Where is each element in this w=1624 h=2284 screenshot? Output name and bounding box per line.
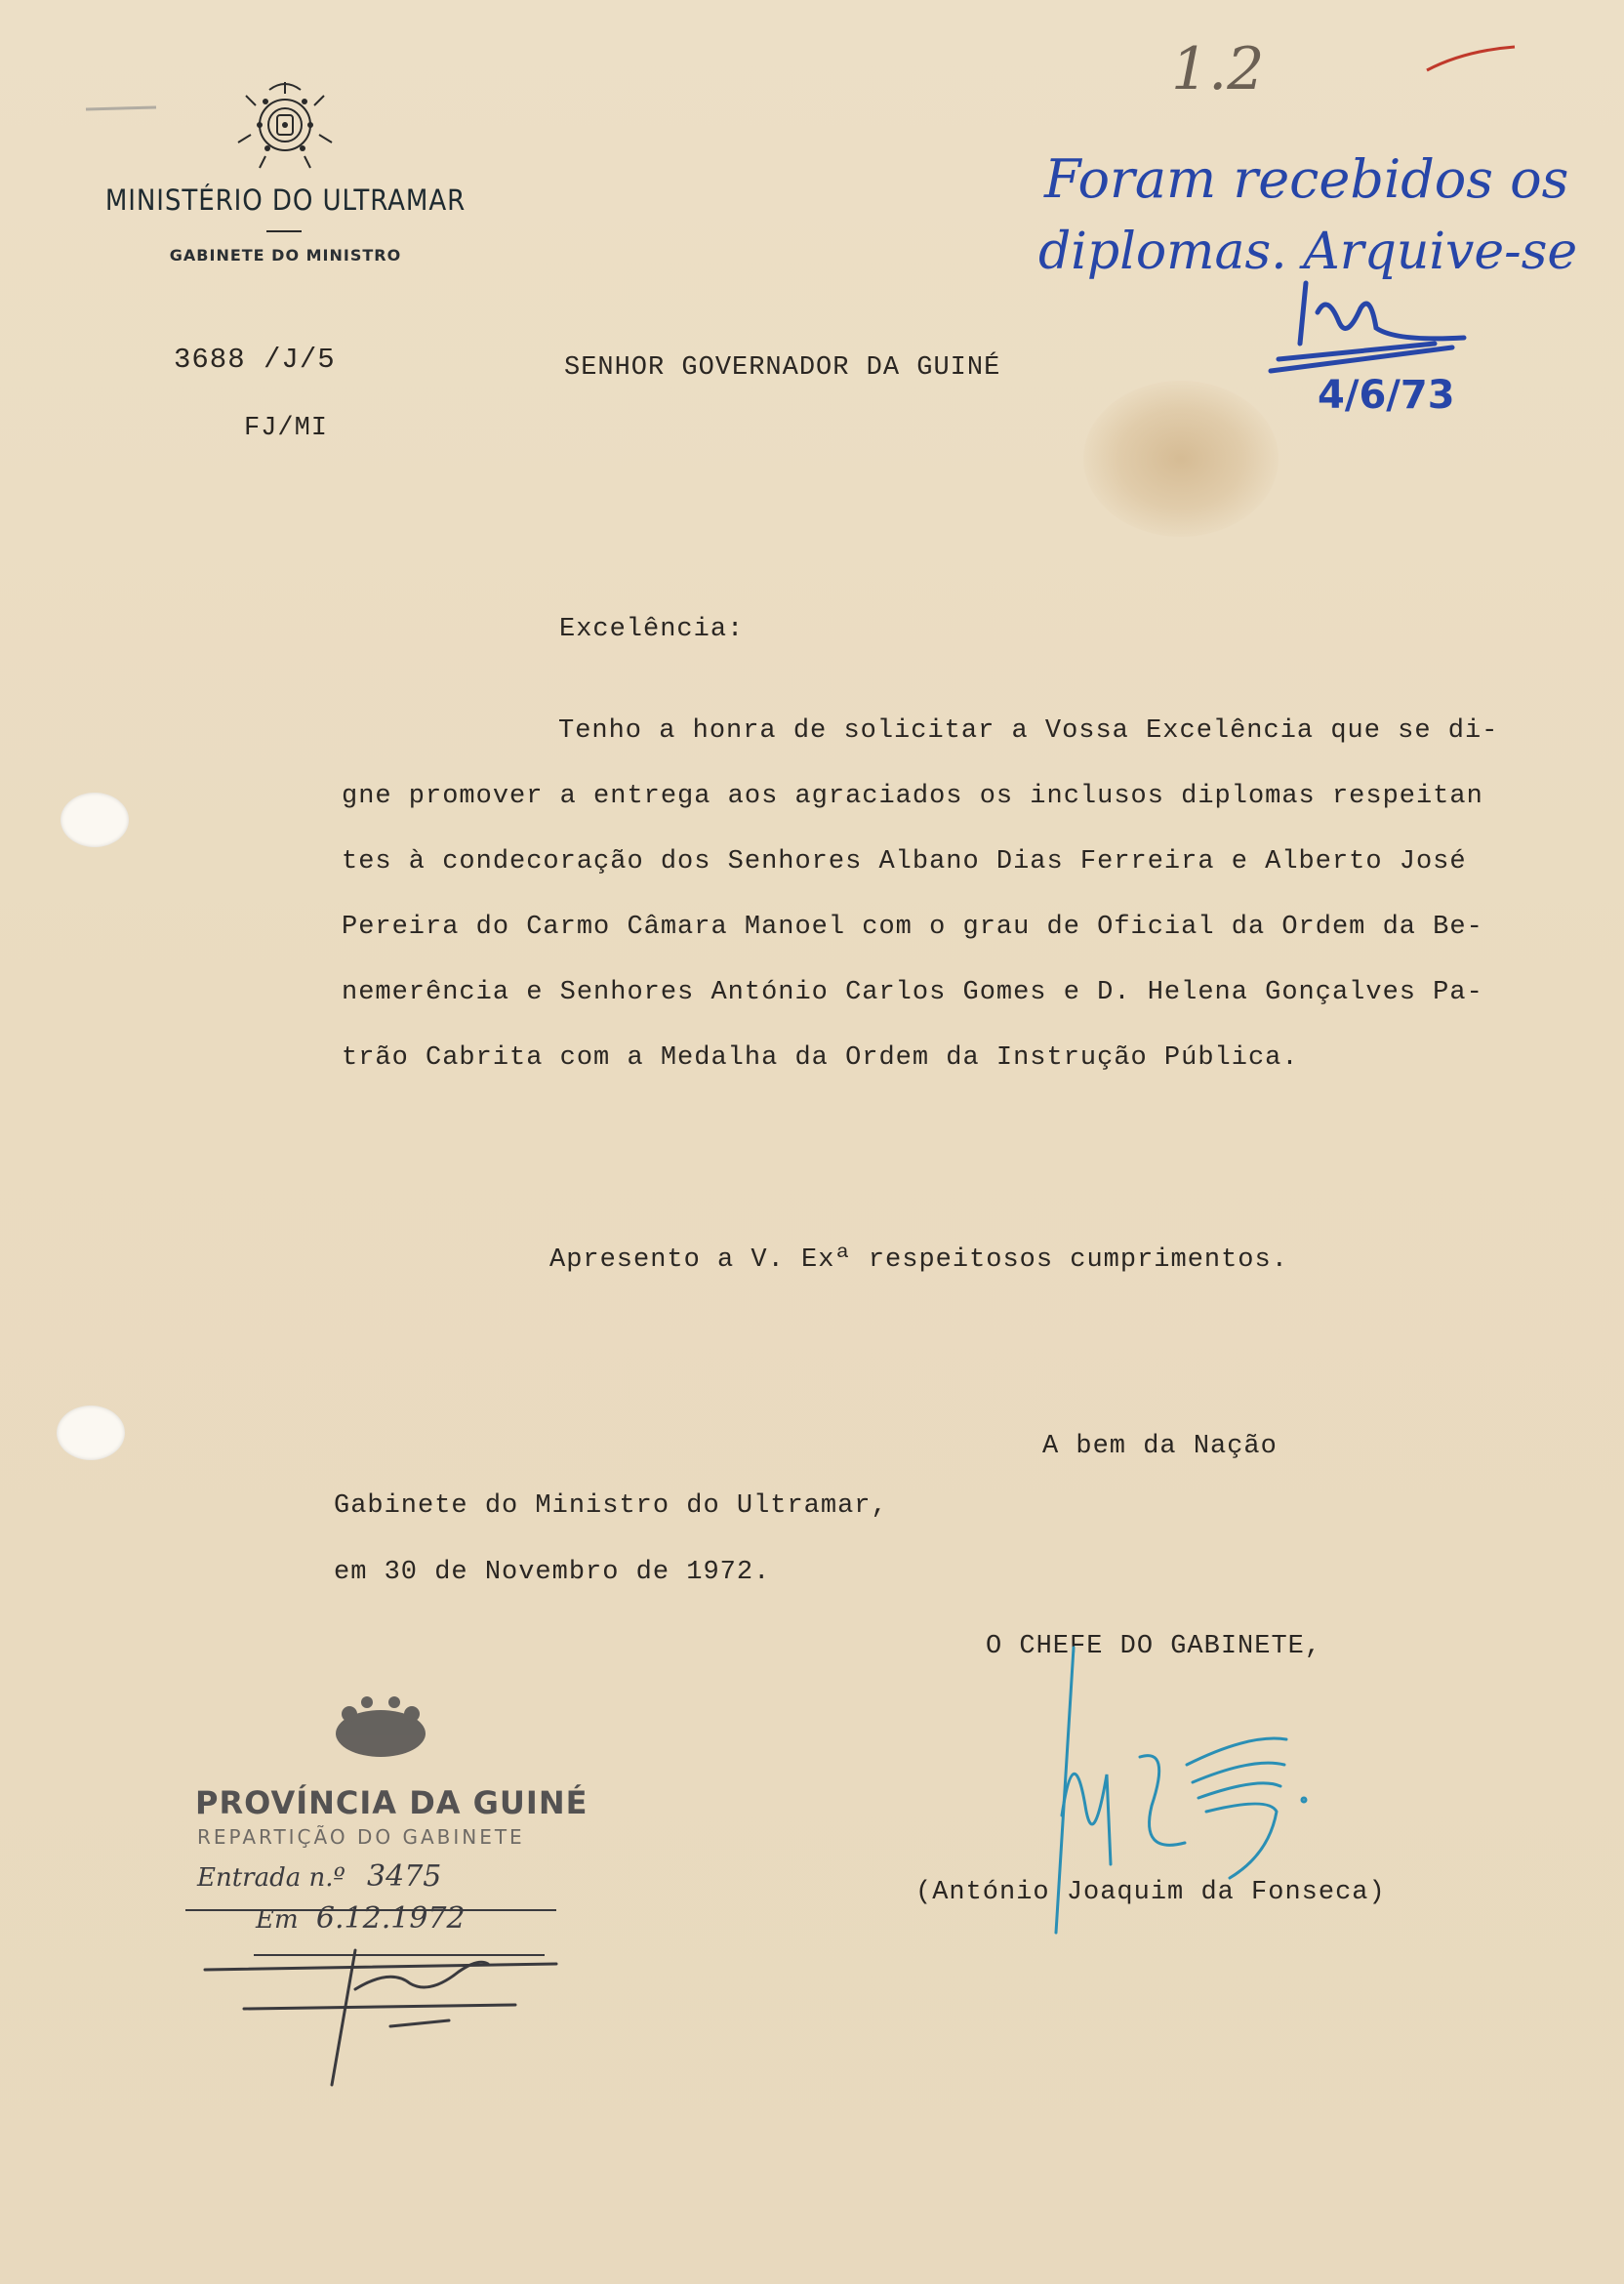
closing: Apresento a V. Exª respeitosos cumprimentos. bbox=[549, 1245, 1288, 1275]
handwritten-note-line1: Foram recebidos os bbox=[1044, 148, 1569, 210]
cabinet-name: GABINETE DO MINISTRO bbox=[169, 246, 402, 265]
stamp-signature bbox=[205, 1950, 556, 2085]
stamp-subtitle: REPARTIÇÃO DO GABINETE bbox=[197, 1825, 525, 1849]
handwritten-note-line2: diplomas. Arquive-se bbox=[1038, 223, 1578, 281]
signatory-title: O CHEFE DO GABINETE, bbox=[986, 1632, 1322, 1661]
addressee: SENHOR GOVERNADOR DA GUINÉ bbox=[564, 353, 1001, 383]
body-line: nemerência e Senhores António Carlos Gomes e D. Helena Gonçalves Pa- bbox=[342, 978, 1483, 1007]
body-line: Tenho a honra de solicitar a Vossa Excelência que se di- bbox=[558, 716, 1499, 746]
stamp-entry-label: Entrada n.º bbox=[197, 1863, 345, 1893]
blue-initials bbox=[1271, 283, 1464, 371]
date: em 30 de Novembro de 1972. bbox=[334, 1558, 771, 1587]
place: Gabinete do Ministro do Ultramar, bbox=[334, 1491, 888, 1521]
official-signature bbox=[1056, 1648, 1306, 1933]
handwritten-note-date: 4/6/73 bbox=[1318, 373, 1455, 418]
body-line: Pereira do Carmo Câmara Manoel com o grau de Oficial da Ordem da Be- bbox=[342, 913, 1483, 942]
body-line: gne promover a entrega aos agraciados os inclusos diplomas respeitan bbox=[342, 782, 1483, 811]
reference-code: FJ/MI bbox=[244, 414, 329, 443]
stamp-entry-number: 3475 bbox=[367, 1859, 442, 1894]
ministry-name: MINISTÉRIO DO ULTRAMAR bbox=[104, 184, 467, 217]
motto: A bem da Nação bbox=[1042, 1432, 1278, 1461]
red-pencil-mark bbox=[1427, 47, 1515, 70]
reference-number: 3688 /J/5 bbox=[174, 344, 336, 376]
signatory-name: (António Joaquim da Fonseca) bbox=[915, 1878, 1386, 1907]
stamp-date-label: Em bbox=[256, 1905, 299, 1935]
pencil-dash-mark bbox=[86, 107, 156, 109]
body-line: trão Cabrita com a Medalha da Ordem da Instrução Pública. bbox=[342, 1043, 1299, 1073]
body-line: tes à condecoração dos Senhores Albano Dias Ferreira e Alberto José bbox=[342, 847, 1467, 877]
salutation: Excelência: bbox=[559, 615, 745, 644]
stamp-title: PROVÍNCIA DA GUINÉ bbox=[195, 1784, 589, 1821]
stamp-date-value: 6.12.1972 bbox=[315, 1901, 466, 1936]
page-number: 1.2 bbox=[1171, 35, 1265, 103]
